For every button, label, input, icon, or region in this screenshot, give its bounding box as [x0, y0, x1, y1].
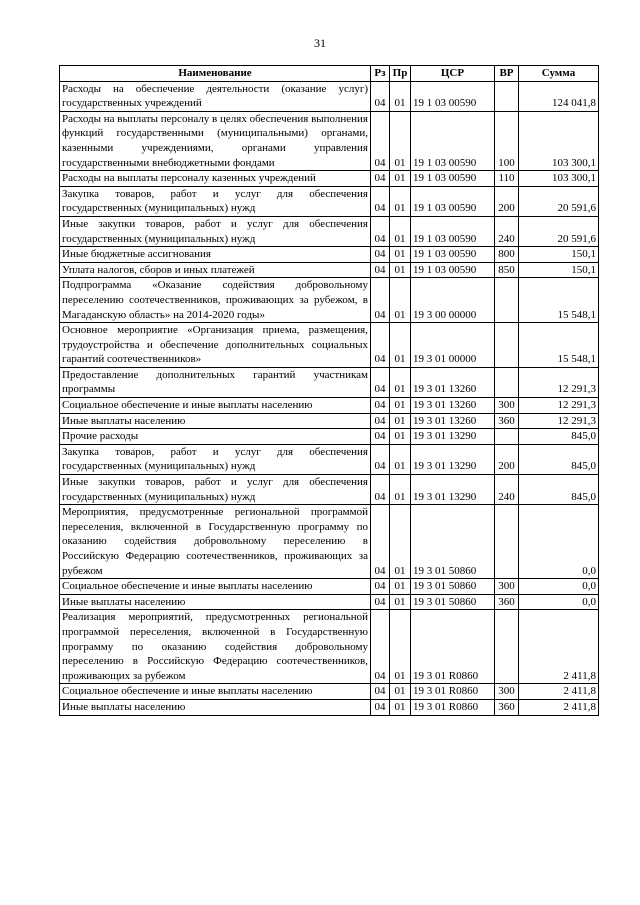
table-header-row	[60, 66, 599, 82]
cell-pr: 01	[390, 262, 411, 278]
cell-sum: 12 291,3	[519, 367, 599, 397]
cell-name: Уплата налогов, сборов и иных платежей	[60, 262, 371, 278]
cell-name: Расходы на выплаты персоналу в целях обеспечения выполнения функций государственными (муниципальными) органами, казенными учреждениями, органами управления государственными внебюджетными фондами	[60, 111, 371, 170]
cell-vr	[495, 278, 519, 323]
cell-vr	[495, 323, 519, 368]
cell-pr: 01	[390, 684, 411, 700]
table-row	[60, 171, 599, 187]
cell-sum: 2 411,8	[519, 699, 599, 715]
cell-name: Расходы на обеспечение деятельности (оказание услуг) государственных учреждений	[60, 81, 371, 111]
cell-name: Подпрограмма «Оказание содействия добровольному переселению соотечественников, проживающих за рубежом, в Магаданскую область» на 2014-2020 годы»	[60, 278, 371, 323]
cell-name: Социальное обеспечение и иные выплаты населению	[60, 684, 371, 700]
cell-vr	[495, 81, 519, 111]
cell-csr: 19 3 01 13290	[411, 444, 495, 474]
table-row	[60, 323, 599, 368]
cell-pr: 01	[390, 278, 411, 323]
cell-rz: 04	[371, 610, 390, 684]
cell-pr: 01	[390, 475, 411, 505]
cell-sum: 0,0	[519, 505, 599, 579]
cell-vr	[495, 610, 519, 684]
cell-vr: 200	[495, 444, 519, 474]
cell-rz: 04	[371, 398, 390, 414]
cell-rz: 04	[371, 699, 390, 715]
cell-rz: 04	[371, 186, 390, 216]
cell-sum: 0,0	[519, 594, 599, 610]
cell-name: Прочие расходы	[60, 429, 371, 445]
table-row	[60, 475, 599, 505]
cell-sum: 20 591,6	[519, 216, 599, 246]
cell-pr: 01	[390, 610, 411, 684]
cell-rz: 04	[371, 444, 390, 474]
cell-name: Расходы на выплаты персоналу казенных учреждений	[60, 171, 371, 187]
header-sum: Сумма	[519, 66, 599, 82]
table-body	[60, 81, 599, 715]
cell-csr: 19 3 01 50860	[411, 594, 495, 610]
cell-name: Основное мероприятие «Организация приема, размещения, трудоустройства и обеспечение дополнительных социальных гарантий соотечественников»	[60, 323, 371, 368]
cell-name: Мероприятия, предусмотренные региональной программой переселения, включенной в Государственную программу по оказанию содействия добровольному переселению в Российскую Федерацию соотечественников, проживающих за рубежом	[60, 505, 371, 579]
cell-vr: 360	[495, 594, 519, 610]
header-csr: ЦСР	[411, 66, 495, 82]
cell-rz: 04	[371, 323, 390, 368]
cell-vr: 240	[495, 475, 519, 505]
cell-vr	[495, 367, 519, 397]
cell-rz: 04	[371, 262, 390, 278]
cell-sum: 2 411,8	[519, 610, 599, 684]
cell-name: Социальное обеспечение и иные выплаты населению	[60, 398, 371, 414]
table-row	[60, 429, 599, 445]
cell-csr: 19 1 03 00590	[411, 216, 495, 246]
cell-rz: 04	[371, 111, 390, 170]
cell-pr: 01	[390, 594, 411, 610]
table-row	[60, 594, 599, 610]
cell-pr: 01	[390, 429, 411, 445]
cell-vr: 110	[495, 171, 519, 187]
cell-vr: 300	[495, 684, 519, 700]
table-row	[60, 579, 599, 595]
table-row	[60, 413, 599, 429]
cell-csr: 19 3 01 50860	[411, 505, 495, 579]
table-row	[60, 444, 599, 474]
cell-name: Иные выплаты населению	[60, 594, 371, 610]
cell-csr: 19 3 01 R0860	[411, 684, 495, 700]
header-pr: Пр	[390, 66, 411, 82]
cell-csr: 19 3 01 13260	[411, 413, 495, 429]
cell-vr: 360	[495, 413, 519, 429]
cell-rz: 04	[371, 594, 390, 610]
cell-sum: 12 291,3	[519, 398, 599, 414]
cell-sum: 15 548,1	[519, 323, 599, 368]
cell-csr: 19 3 01 13260	[411, 398, 495, 414]
cell-sum: 0,0	[519, 579, 599, 595]
cell-rz: 04	[371, 579, 390, 595]
budget-table	[59, 65, 599, 716]
header-vr: ВР	[495, 66, 519, 82]
cell-csr: 19 3 01 R0860	[411, 699, 495, 715]
cell-vr: 300	[495, 398, 519, 414]
cell-pr: 01	[390, 398, 411, 414]
cell-name: Предоставление дополнительных гарантий участникам программы	[60, 367, 371, 397]
cell-csr: 19 3 01 00000	[411, 323, 495, 368]
cell-vr: 100	[495, 111, 519, 170]
cell-csr: 19 3 01 R0860	[411, 610, 495, 684]
cell-csr: 19 1 03 00590	[411, 171, 495, 187]
cell-vr: 240	[495, 216, 519, 246]
cell-name: Иные закупки товаров, работ и услуг для обеспечения государственных (муниципальных) нужд	[60, 475, 371, 505]
cell-csr: 19 1 03 00590	[411, 81, 495, 111]
table-row	[60, 367, 599, 397]
cell-name: Закупка товаров, работ и услуг для обеспечения государственных (муниципальных) нужд	[60, 444, 371, 474]
table-row	[60, 505, 599, 579]
cell-csr: 19 3 01 13290	[411, 429, 495, 445]
cell-csr: 19 3 01 50860	[411, 579, 495, 595]
table-row	[60, 216, 599, 246]
table-row	[60, 278, 599, 323]
cell-pr: 01	[390, 579, 411, 595]
cell-csr: 19 3 01 13290	[411, 475, 495, 505]
cell-name: Реализация мероприятий, предусмотренных региональной программой переселения, включенной в Государственную программу по оказанию содействия добровольному переселению в Российскую Федерацию соотечественников, проживающих за рубежом	[60, 610, 371, 684]
cell-pr: 01	[390, 699, 411, 715]
cell-sum: 845,0	[519, 429, 599, 445]
cell-vr	[495, 505, 519, 579]
cell-rz: 04	[371, 413, 390, 429]
cell-sum: 150,1	[519, 247, 599, 263]
table-row	[60, 111, 599, 170]
cell-rz: 04	[371, 278, 390, 323]
cell-rz: 04	[371, 247, 390, 263]
cell-name: Иные бюджетные ассигнования	[60, 247, 371, 263]
cell-sum: 124 041,8	[519, 81, 599, 111]
cell-vr: 800	[495, 247, 519, 263]
cell-sum: 15 548,1	[519, 278, 599, 323]
cell-name: Иные выплаты населению	[60, 413, 371, 429]
cell-csr: 19 1 03 00590	[411, 111, 495, 170]
cell-sum: 150,1	[519, 262, 599, 278]
cell-csr: 19 1 03 00590	[411, 262, 495, 278]
table-row	[60, 699, 599, 715]
cell-pr: 01	[390, 505, 411, 579]
cell-name: Социальное обеспечение и иные выплаты населению	[60, 579, 371, 595]
cell-pr: 01	[390, 171, 411, 187]
table-row	[60, 262, 599, 278]
cell-vr: 300	[495, 579, 519, 595]
cell-sum: 103 300,1	[519, 171, 599, 187]
cell-name: Закупка товаров, работ и услуг для обеспечения государственных (муниципальных) нужд	[60, 186, 371, 216]
header-name: Наименование	[60, 66, 371, 82]
cell-csr: 19 1 03 00590	[411, 247, 495, 263]
cell-csr: 19 3 00 00000	[411, 278, 495, 323]
cell-vr: 360	[495, 699, 519, 715]
cell-sum: 845,0	[519, 444, 599, 474]
table-row	[60, 186, 599, 216]
cell-rz: 04	[371, 505, 390, 579]
cell-rz: 04	[371, 475, 390, 505]
cell-pr: 01	[390, 323, 411, 368]
cell-rz: 04	[371, 684, 390, 700]
cell-sum: 103 300,1	[519, 111, 599, 170]
cell-vr: 850	[495, 262, 519, 278]
header-rz: Рз	[371, 66, 390, 82]
cell-rz: 04	[371, 216, 390, 246]
cell-vr	[495, 429, 519, 445]
cell-sum: 845,0	[519, 475, 599, 505]
cell-pr: 01	[390, 444, 411, 474]
cell-sum: 2 411,8	[519, 684, 599, 700]
page-number: 31	[314, 36, 326, 50]
cell-pr: 01	[390, 186, 411, 216]
cell-csr: 19 3 01 13260	[411, 367, 495, 397]
cell-vr: 200	[495, 186, 519, 216]
cell-csr: 19 1 03 00590	[411, 186, 495, 216]
cell-sum: 20 591,6	[519, 186, 599, 216]
cell-rz: 04	[371, 367, 390, 397]
cell-name: Иные закупки товаров, работ и услуг для обеспечения государственных (муниципальных) нужд	[60, 216, 371, 246]
cell-pr: 01	[390, 111, 411, 170]
table-row	[60, 398, 599, 414]
cell-rz: 04	[371, 81, 390, 111]
table-row	[60, 610, 599, 684]
cell-name: Иные выплаты населению	[60, 699, 371, 715]
table-row	[60, 684, 599, 700]
cell-rz: 04	[371, 429, 390, 445]
cell-pr: 01	[390, 216, 411, 246]
cell-rz: 04	[371, 171, 390, 187]
table-row	[60, 81, 599, 111]
cell-pr: 01	[390, 247, 411, 263]
cell-pr: 01	[390, 367, 411, 397]
table-row	[60, 247, 599, 263]
cell-sum: 12 291,3	[519, 413, 599, 429]
cell-pr: 01	[390, 81, 411, 111]
cell-pr: 01	[390, 413, 411, 429]
